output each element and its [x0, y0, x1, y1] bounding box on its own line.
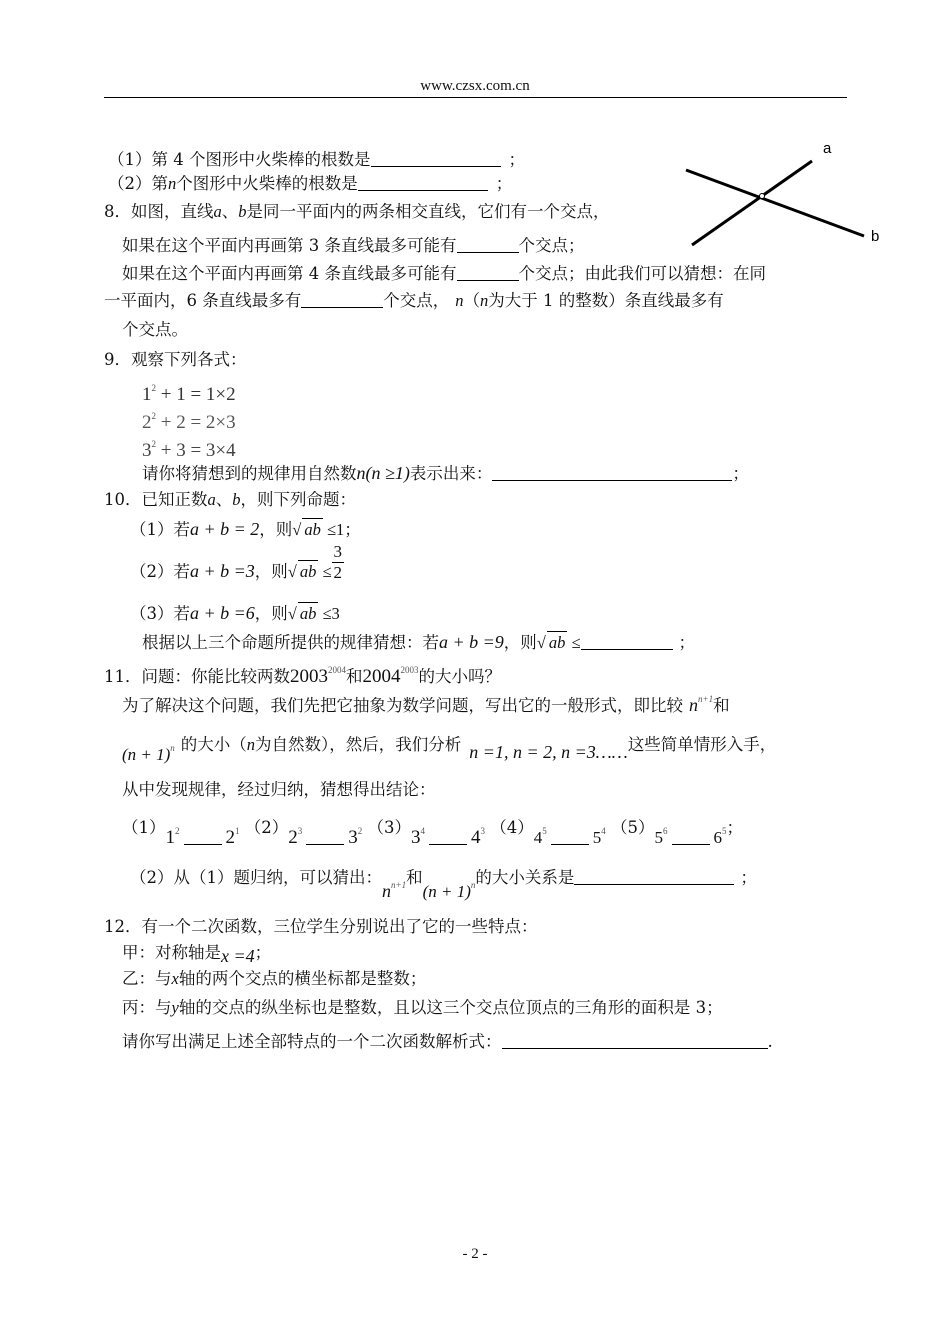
- q10-text: 、: [215, 490, 233, 509]
- q10-prop-2: （2）若a + b =3，则√ ab ≤ $\frac{3}{2}$: [130, 542, 343, 582]
- q10-title: [104, 489, 356, 511]
- case-label: （3）: [367, 818, 411, 837]
- q7-text: （1）第 4 个图形中火柴棒的根数是: [108, 150, 371, 169]
- var-n: n: [455, 291, 464, 310]
- exponent: 4: [601, 826, 606, 836]
- condition: a + b = 2: [190, 519, 260, 539]
- q11-text: 为自然数），然后，我们分析: [255, 735, 462, 754]
- q9-text: 请你将猜想到的规律用自然数: [142, 464, 357, 483]
- exponent: 2: [151, 439, 156, 449]
- q12-text: 轴的交点的纵坐标也是整数，且以这三个交点位顶点的三角形的面积是 3；: [178, 998, 723, 1017]
- q7-text: ；: [508, 150, 525, 169]
- axis-equation: x =4: [221, 946, 255, 966]
- q10-text: ，则: [254, 562, 288, 581]
- q9-eq-3: [142, 433, 236, 462]
- exponent: n+1: [698, 694, 714, 704]
- case-label: （1）: [122, 818, 166, 837]
- q11-title: [104, 659, 501, 688]
- q11-line-2: [122, 688, 730, 717]
- q12-text: ；: [254, 943, 272, 962]
- q12-text: 轴的两个交点的横坐标都是整数；: [178, 969, 427, 988]
- q9-text: 表示出来：: [409, 464, 493, 483]
- base: 6: [713, 828, 722, 847]
- q9-title: 9．观察下列各式：: [104, 350, 247, 369]
- var-n: n: [480, 291, 489, 310]
- radical: ab: [304, 520, 321, 539]
- q10-text: ，则: [259, 520, 293, 539]
- math-n-condition: n(n ≥1): [356, 463, 410, 483]
- answer-blank[interactable]: [574, 870, 734, 885]
- base: 5: [592, 828, 602, 847]
- q8-text: 如果在这个平面内再画第 4 条直线最多可能有: [122, 264, 457, 283]
- q12-text: .: [767, 1032, 773, 1051]
- q10-text: 10．已知正数: [104, 490, 208, 509]
- exponent: n: [170, 743, 175, 753]
- line-b: [686, 170, 864, 236]
- var-x: x: [171, 969, 179, 988]
- var-y: y: [171, 998, 179, 1017]
- radical: ab: [299, 562, 317, 581]
- q8-text: 一平面内，6 条直线最多有: [104, 291, 302, 310]
- q11-text: ；: [726, 818, 743, 837]
- q8-text: 8．如图，直线: [104, 202, 214, 221]
- q11-text: 和: [406, 868, 423, 887]
- number-2004: 2004: [362, 666, 401, 687]
- q12-jia: [122, 941, 271, 964]
- q8-text: 个交点；: [518, 236, 585, 255]
- q11-comparisons: [122, 810, 743, 848]
- base: 4: [533, 828, 543, 847]
- exponent: 2: [151, 383, 156, 393]
- exponent: 6: [663, 826, 668, 836]
- base-n: n: [382, 881, 391, 901]
- exponent: 3: [297, 826, 303, 836]
- relation: ≤: [567, 633, 581, 652]
- base: 4: [471, 827, 481, 848]
- condition: a + b =6: [190, 603, 255, 623]
- base: 3: [411, 827, 421, 848]
- intersecting-lines-figure: [680, 135, 880, 255]
- answer-blank[interactable]: [371, 152, 501, 167]
- q12-bing: [122, 997, 723, 1019]
- q9-ask: [142, 462, 749, 485]
- base: 5: [654, 828, 663, 847]
- q12-text: 请你写出满足上述全部特点的一个二次函数解析式：: [122, 1032, 502, 1051]
- exponent: 2004: [328, 665, 346, 675]
- condition: a + b =3: [190, 561, 255, 581]
- q8-line-5: 个交点。: [122, 320, 188, 339]
- base-n: n: [689, 695, 698, 715]
- radical: ab: [548, 633, 566, 652]
- q11-text: 的大小关系是: [475, 868, 575, 887]
- answer-blank[interactable]: [301, 293, 383, 308]
- q12-text: 丙：与: [122, 998, 172, 1017]
- answer-blank[interactable]: [492, 466, 732, 481]
- exponent: n+1: [391, 880, 407, 890]
- eq-rest: + 1 = 1×2: [156, 384, 236, 405]
- q8-text: 个交点，: [383, 291, 450, 310]
- radical: ab: [299, 604, 317, 623]
- relation: ≤1；: [322, 520, 361, 539]
- q8-text: 如果在这个平面内再画第 3 条直线最多可能有: [122, 236, 457, 255]
- line-a: [692, 161, 812, 245]
- expression-n-plus-1: (n + 1): [122, 745, 171, 764]
- q12-text: 乙：与: [122, 969, 172, 988]
- q8-text: 是同一平面内的两条相交直线，它们有一个交点，: [246, 202, 610, 221]
- q11-line-4: 从中发现规律，经过归纳，猜想得出结论：: [122, 780, 436, 799]
- numerator: 3: [333, 542, 343, 561]
- intersection-point: [760, 194, 765, 199]
- q12-yi: [122, 968, 426, 990]
- q10-text: ，则下列命题：: [240, 490, 356, 509]
- q7-line-1: [108, 149, 525, 171]
- case-label: （4）: [490, 818, 534, 837]
- q8-text: （: [463, 291, 480, 310]
- var-b: b: [232, 490, 241, 509]
- q11-text: 和: [346, 667, 363, 686]
- answer-blank[interactable]: [581, 635, 673, 650]
- exponent: n: [470, 880, 476, 890]
- q11-text: 这些简单情形入手，: [627, 735, 777, 754]
- q10-prop-1: （1）若a + b = 2，则√ ab ≤1；: [130, 519, 361, 539]
- answer-blank[interactable]: [457, 266, 519, 281]
- case-label: （2）: [244, 818, 289, 837]
- var-a: a: [207, 490, 216, 509]
- answer-blank[interactable]: [457, 238, 519, 253]
- q8-text: 为大于 1 的整数）条直线最多有: [488, 291, 724, 310]
- exponent: 2003: [400, 665, 419, 675]
- q11-part-2: [130, 860, 757, 901]
- cases: n =1, n = 2, n =3……: [469, 742, 628, 762]
- base: 3: [348, 827, 358, 848]
- q7-line-2: [108, 173, 512, 195]
- compare-blank[interactable]: [672, 830, 710, 845]
- condition: a + b =9: [439, 632, 504, 652]
- q9-eq-2: [142, 405, 236, 434]
- q10-text: 根据以上三个命题所提供的规律猜想：若: [142, 633, 439, 652]
- eq-rest: + 2 = 2×3: [156, 412, 236, 433]
- compare-blank[interactable]: [429, 830, 467, 845]
- denominator: 2: [333, 563, 343, 582]
- compare-blank[interactable]: [184, 830, 222, 845]
- q8-line-1: [104, 201, 610, 223]
- q8-line-2: [122, 235, 585, 257]
- exponent: 5: [542, 826, 547, 836]
- answer-blank[interactable]: [502, 1034, 768, 1049]
- expression-n-plus-1: (n + 1): [422, 882, 471, 901]
- q11-text: 和: [713, 696, 730, 715]
- q11-text: 的大小（: [180, 735, 247, 754]
- q12-title: 12．有一个二次函数，三位学生分别说出了它的一些特点：: [104, 917, 538, 936]
- fraction-three-halves: [332, 542, 345, 583]
- relation: ≤: [318, 562, 332, 581]
- q11-text: （2）从（1）题归纳，可以猜出：: [130, 868, 382, 887]
- compare-blank[interactable]: [306, 830, 344, 845]
- q11-text: ；: [740, 868, 757, 887]
- exponent: 2: [151, 411, 156, 421]
- q10-text: ；: [678, 633, 696, 652]
- q8-line-3: [122, 263, 766, 285]
- var-n: n: [246, 735, 256, 754]
- q11-text: 为了解决这个问题，我们先把它抽象为数学问题，写出它的一般形式，即比较: [122, 696, 683, 715]
- header-rule: [104, 97, 847, 98]
- q12-text: 甲：对称轴是: [122, 943, 221, 962]
- answer-blank[interactable]: [358, 176, 488, 191]
- q11-text: 11．问题：你能比较两数: [104, 667, 290, 686]
- q7-text: （2）第: [108, 174, 168, 193]
- q7-text: ；: [495, 174, 513, 193]
- var-a: a: [213, 202, 222, 221]
- q9-text: ；: [732, 464, 749, 483]
- base: 2: [288, 827, 298, 848]
- q8-line-4: [104, 290, 724, 312]
- exponent: 2: [175, 826, 180, 836]
- exponent: 2: [357, 826, 363, 836]
- q10-conjecture: 根据以上三个命题所提供的规律猜想：若a + b =9，则√ ab ≤ ；: [142, 632, 696, 652]
- var-n: n: [168, 174, 177, 193]
- q10-text: （1）若: [130, 520, 190, 539]
- number-2003: 2003: [290, 666, 328, 687]
- q10-text: （3）若: [130, 604, 190, 623]
- q10-text: ，则: [503, 633, 537, 652]
- q9-eq-1: [142, 377, 236, 406]
- base: 2: [225, 827, 235, 848]
- base: 1: [142, 384, 152, 405]
- exponent: 5: [722, 826, 727, 836]
- q8-text: 、: [221, 202, 239, 221]
- q10-text: ，则: [254, 604, 288, 623]
- q10-text: （2）若: [130, 562, 190, 581]
- q12-ask: [122, 1031, 773, 1053]
- q10-prop-3: （3）若a + b =6，则√ ab ≤3: [130, 603, 340, 623]
- site-header: www.czsx.com.cn: [420, 78, 530, 94]
- var-b: b: [238, 202, 247, 221]
- exponent: 4: [420, 826, 425, 836]
- eq-rest: + 3 = 3×4: [156, 440, 236, 461]
- q11-line-3: [122, 727, 777, 764]
- q8-text: 个交点；由此我们可以猜想：在同: [518, 264, 766, 283]
- q11-text: 的大小吗？: [418, 667, 501, 686]
- base: 2: [142, 412, 152, 433]
- page-number: - 2 -: [462, 1246, 488, 1262]
- base: 1: [165, 827, 175, 848]
- exponent: 3: [480, 826, 485, 836]
- label-a: a: [823, 140, 832, 157]
- exponent: 1: [235, 826, 240, 836]
- label-b: b: [871, 228, 880, 245]
- case-label: （5）: [611, 818, 655, 837]
- q7-text: 个图形中火柴棒的根数是: [176, 174, 358, 193]
- relation: ≤3: [318, 604, 340, 623]
- compare-blank[interactable]: [551, 830, 589, 845]
- base: 3: [142, 440, 152, 461]
